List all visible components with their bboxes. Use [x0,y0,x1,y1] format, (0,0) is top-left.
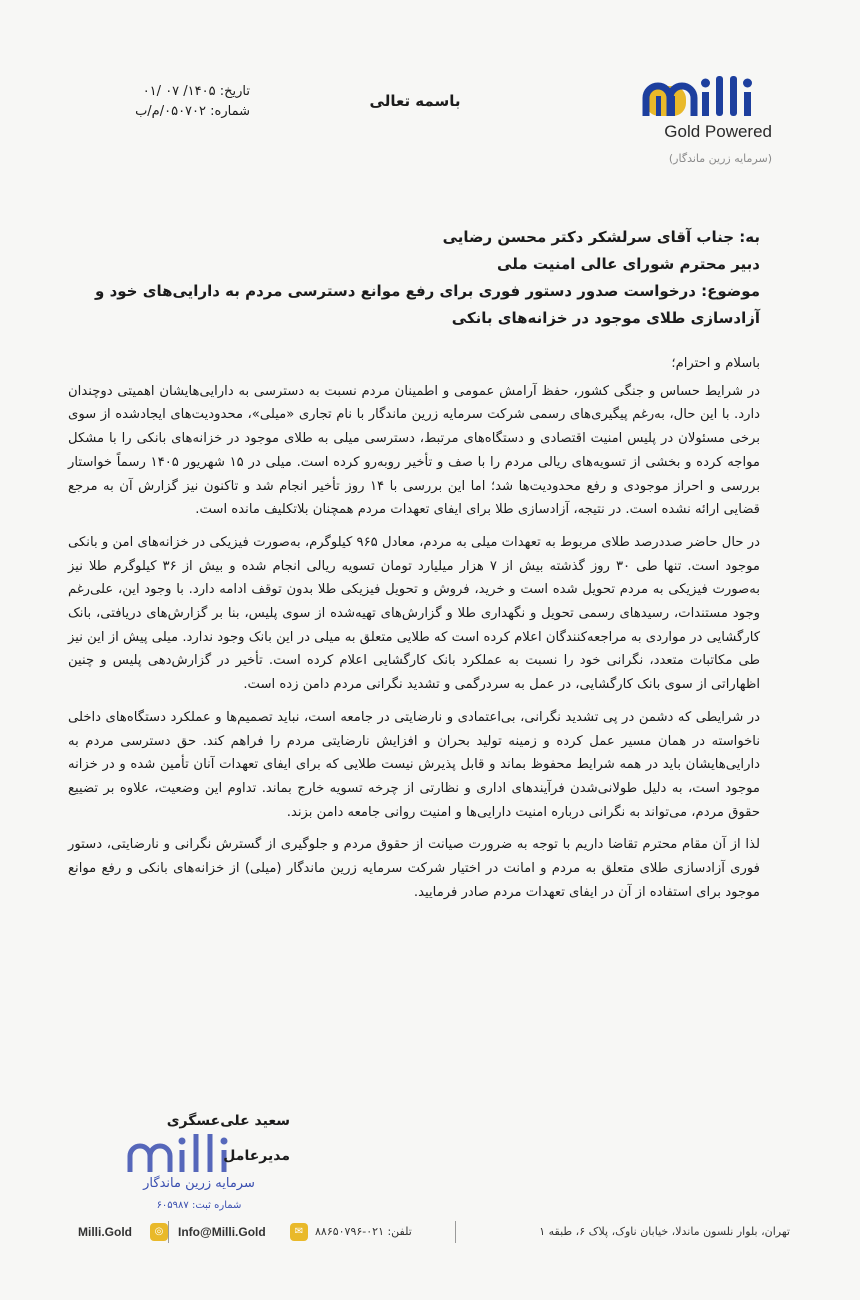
footer-email[interactable]: Info@Milli.Gold [178,1225,266,1239]
logo-subtitle: Gold Powered [664,122,772,141]
paragraph-1: در شرایط حساس و جنگی کشور، حفظ آرامش عمومی و اطمینان مردم نسبت به دسترسی به دارایی‌هایشان اهمیتی دوچندان دارد. با این حال، به‌رغم پیگیری‌های رسمی شرکت سرمایه زرین ماندگار با نام تجاری «میلی»، محدودیت‌های ایجادشده از سوی برخی مسئولان در پلیس امنیت اقتصادی و دستگاه‌های مرتبط، دسترسی میلی به طلای موجود در خزانه‌های بانکی را با مشکل مواجه کرده و بخشی از تسویه‌های ریالی مردم را با صف و تأخیر روبه‌رو کرده است. میلی در ۱۵ شهریور ۱۴۰۵ رسماً خواستار بررسی و احراز موجودی و رفع محدودیت‌ها شد؛ اما این بررسی با ۱۴ روز تأخیر انجام شد و تاکنون نیز گزارش آن به مرجع قضایی ارائه نشده است. در نتیجه، آزادسازی طلا برای ایفای تعهدات مردم همچنان بلاتکلیف مانده است. [68,383,760,518]
footer-website[interactable]: Milli.Gold [78,1225,132,1239]
letter-footer [0,1215,860,1255]
letter-meta [110,82,250,122]
logo-tagline: (سرمایه زرین ماندگار) [668,152,772,165]
letter-date: تاریخ: ۱۴۰۵/ ۰۷ /۰۱ [142,84,250,99]
addressee-position: دبیر محترم شورای عالی امنیت ملی [497,255,760,273]
footer-divider [455,1221,456,1243]
stamp-company-name: سرمایه زرین ماندگار [143,1176,255,1191]
addressee-name: به: جناب آقای سرلشکر دکتر محسن رضایی [442,228,760,246]
footer-address: تهران، بلوار نلسون ماندلا، خیابان ناوک، پلاک ۶، طبقه ۱ [539,1225,790,1238]
bismillah-heading: باسمه تعالی [369,92,461,110]
stamp-registration: شماره ثبت: ۶۰۵۹۸۷ [156,1200,242,1211]
company-logo [642,72,772,172]
paragraph-4: لذا از آن مقام محترم تقاضا داریم با توجه به ضرورت صیانت از حقوق مردم و جلوگیری از گسترش نگرانی و نارضایتی، دستور فوری آزادسازی طلای متعلق به مردم و امانت در اختیار شرکت سرمایه زرین ماندگار (میلی) از خزانه‌های بانکی و رفع موانع موجود برای استفاده از آن در ایفای تعهدات مردم صادر فرمایید. [68,837,760,900]
signatory-name: سعید علی‌عسگری [166,1113,290,1129]
greeting: باسلام و احترام؛ [671,356,760,371]
signatory-title: مدیرعامل [223,1148,290,1164]
letter-subject: موضوع: درخواست صدور دستور فوری برای رفع موانع دسترسی مردم به دارایی‌های خود و آزادسازی طلای موجود در خزانه‌های بانکی [95,282,760,327]
web-icon: ◎ [150,1223,168,1241]
footer-phone: تلفن: ۰۲۱-۸۸۶۵۰۷۹۶ [315,1225,412,1238]
letter-number: شماره: ۰۵۰۷۰۲/م/ب [135,104,250,119]
paragraph-3: در شرایطی که دشمن در پی تشدید نگرانی، بی‌اعتمادی و نارضایتی در جامعه است، نباید تصمیم‌ها و عملکرد دستگاه‌های داخلی ناخواسته در همان مسیر عمل کرده و زمینه تولید بحران و افزایش نارضایتی مردم را فراهم کند. حق دسترسی مردم به دارایی‌هایشان باید در همه شرایط محفوظ بماند و قابل پذیرش نیست طلایی که برای ایفای تعهدات آنان تأمین شده و در خزانه موجود است، به دلیل طولانی‌شدن فرآیندهای اداری و نظارتی از چرخه تسویه خارج بماند. تداوم این وضعیت، علاوه بر تضییع حقوق مردم، می‌تواند به نگرانی درباره امنیت دارایی‌ها و امنیت روانی جامعه دامن بزند. [68,709,760,820]
milli-wordmark-icon [642,72,772,122]
footer-divider [168,1221,169,1243]
paragraph-2: در حال حاضر صددرصد طلای مربوط به تعهدات میلی به مردم، معادل ۹۶۵ کیلوگرم، به‌صورت فیزیکی در خزانه‌های امن و بانکی موجود است. تنها طی ۳۰ روز گذشته بیش از ۷ هزار میلیارد تومان تسویه ریالی انجام شده و بیش از ۳۶ کیلوگرم طلا نیز به‌صورت فیزیکی به مردم تحویل شده است و خرید، فروش و تحویل فیزیکی طلا بدون توقف ادامه دارد. با وجود این، علی‌رغم وجود مستندات، رسیدهای رسمی تحویل و نگهداری طلا و گزارش‌های تهیه‌شده از سوی پلیس، بنا بر گزارش‌های دریافتی، بانک کارگشایی در مواردی به مراجعه‌کنندگان اعلام کرده است که طلایی متعلق به میلی در این بانک وجود ندارد. میلی پیش از این نیز طی مکاتبات متعدد، نگرانی خود را نسبت به عملکرد بانک کارگشایی اعلام کرده است. تأخیر در گزارش‌دهی پلیس و چنین اظهاراتی از سوی بانک کارگشایی، در عمل به سردرگمی و تشدید نگرانی مردم دامن زده است. [68,534,760,693]
email-icon: ✉ [290,1223,308,1241]
addressee-block [60,224,760,332]
letter-body [68,352,760,913]
